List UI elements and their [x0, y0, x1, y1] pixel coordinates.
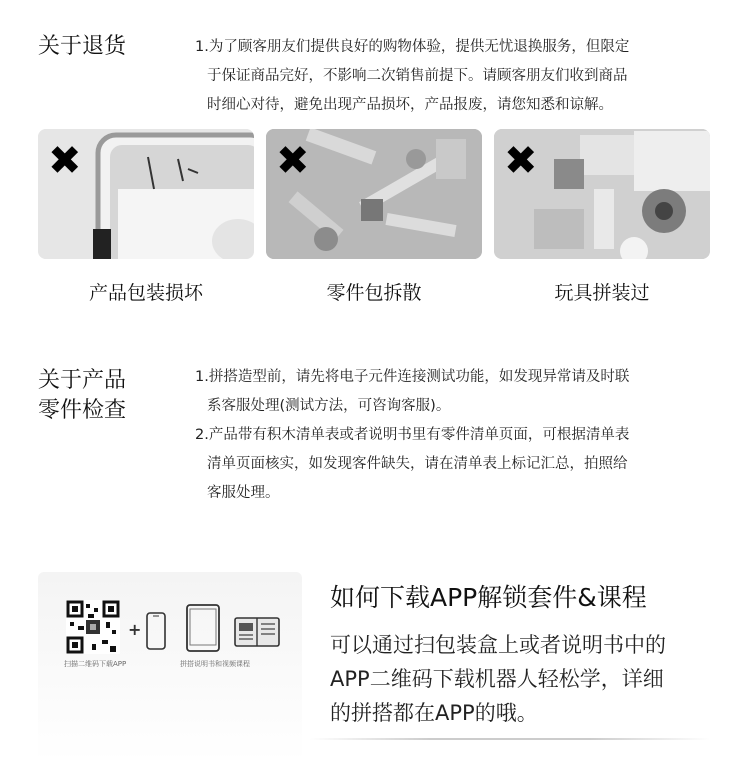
parts-line: 系客服处理(测试方法，可咨询客服)。: [207, 398, 451, 414]
x-mark-icon: ✖: [504, 138, 538, 184]
loose-parts-photo: [266, 129, 482, 259]
parts-text: [195, 363, 629, 508]
qr-caption: 扫描二维码下载APP: [64, 660, 127, 668]
x-mark-icon: ✖: [48, 138, 82, 184]
parts-title: [38, 366, 126, 426]
plus-icon: +: [128, 620, 142, 639]
card-caption: 产品包装损坏: [88, 282, 203, 304]
divider: [310, 738, 710, 740]
parts-line: 客服处理。: [207, 485, 280, 501]
returns-text: [195, 33, 629, 120]
returns-title: 关于退货: [38, 34, 127, 59]
parts-line: 2.产品带有积木清单表或者说明书里有零件清单页面，可根据清单表: [195, 427, 630, 443]
book-icon: [234, 614, 280, 648]
app-desc-line: 的拼搭都在APP的哦。: [330, 701, 538, 725]
card-caption: 玩具拼装过: [554, 282, 650, 304]
damaged-packaging-photo: [38, 129, 254, 259]
parts-title-line: 零件检查: [38, 398, 127, 423]
qr-code-icon: [66, 600, 120, 654]
parts-line: 清单页面核实，如发现客件缺失，请在清单表上标记汇总，拍照给: [207, 456, 628, 472]
phone-icon: [146, 612, 166, 650]
returns-line: 时细心对待，避免出现产品损坏，产品报废，请您知悉和谅解。: [207, 97, 613, 113]
tablet-icon: [186, 604, 220, 652]
returns-line: 于保证商品完好，不影响二次销售前提下。请顾客朋友们收到商品: [207, 68, 628, 84]
app-title: 如何下载APP解锁套件&课程: [330, 583, 647, 612]
app-illustration: [38, 572, 302, 762]
x-mark-icon: ✖: [276, 138, 310, 184]
parts-title-line: 关于产品: [38, 368, 127, 393]
app-desc-line: APP二维码下载机器人轻松学，详细: [330, 667, 664, 691]
parts-line: 1.拼搭造型前，请先将电子元件连接测试功能，如发现异常请及时联: [195, 369, 630, 385]
assembled-toy-photo: [494, 129, 710, 259]
app-desc-line: 可以通过扫包装盒上或者说明书中的: [330, 633, 666, 657]
app-description: [330, 628, 666, 730]
book-caption: 拼搭说明书和视频课程: [180, 660, 250, 668]
card-caption: 零件包拆散: [326, 282, 422, 304]
returns-line: 1.为了顾客朋友们提供良好的购物体验，提供无忧退换服务，但限定: [195, 39, 630, 55]
